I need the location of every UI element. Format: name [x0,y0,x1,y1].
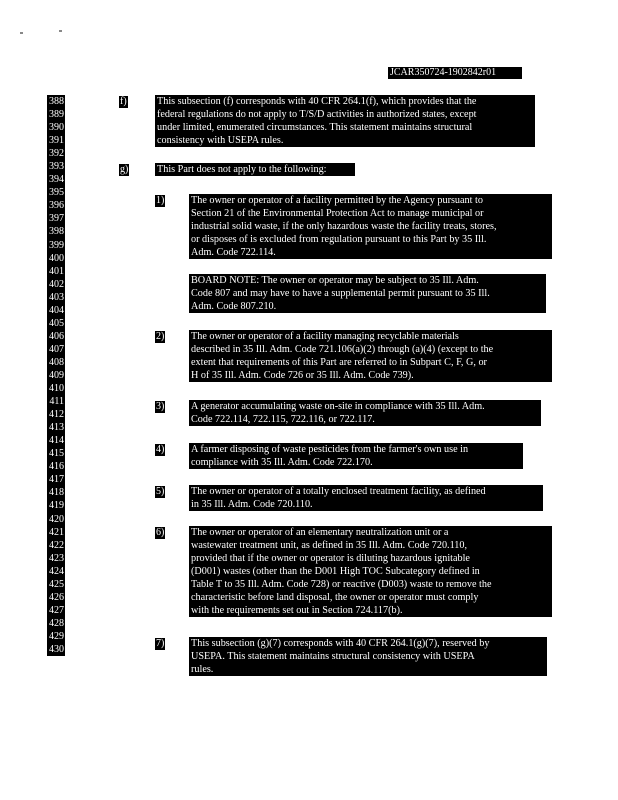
line-number: 408 [49,356,64,368]
line-number: 390 [49,122,64,134]
document-id: JCAR350724-1902842r01 [388,67,522,79]
text-line: or disposes of is excluded from regulation pursuant to this Part by 35 Ill. [191,234,487,245]
label-g6: 6) [156,527,165,538]
text-line: This Part does not apply to the following: [157,164,327,175]
line-number: 389 [49,109,64,121]
paragraph-g7 [189,637,547,676]
label-g3: 3) [156,401,165,412]
scan-speck [59,30,62,32]
text-line: characteristic before land disposal, the owner or operator must comply [191,592,479,603]
line-number: 420 [49,513,64,525]
line-number: 411 [49,396,64,408]
line-number: 426 [49,591,64,603]
text-line: H of 35 Ill. Adm. Code 726 or 35 Ill. Adm. Code 739). [191,370,414,381]
text-line: This subsection (f) corresponds with 40 CFR 264.1(f), which provides that the [157,96,477,107]
text-line: in 35 Ill. Adm. Code 720.110. [191,499,313,510]
label-g: g) [120,164,129,175]
text-line: Adm. Code 807.210. [191,301,277,312]
text-line: Adm. Code 722.114. [191,247,276,258]
text-line: wastewater treatment unit, as defined in 35 Ill. Adm. Code 720.110, [191,540,468,551]
line-number: 406 [49,330,64,342]
line-number: 400 [49,252,64,264]
line-number: 405 [49,317,64,329]
line-number: 388 [49,96,64,107]
line-number: 392 [49,148,64,160]
text-line: consistency with USEPA rules. [157,135,284,146]
paragraph-g5 [189,485,543,511]
line-number: 412 [49,409,64,421]
line-number: 424 [49,565,64,577]
scan-speck [20,32,23,34]
paragraph-g1 [189,194,552,259]
label-g2: 2) [156,331,165,342]
label-g5: 5) [156,486,165,497]
line-number: 417 [49,474,64,486]
line-number: 427 [49,604,64,616]
paragraph-g2 [189,330,552,382]
line-number: 410 [49,383,64,395]
text-line: Code 722.114, 722.115, 722.116, or 722.117. [191,414,375,425]
label-g4: 4) [156,444,165,455]
paragraph-g3 [189,400,541,426]
text-line: Section 21 of the Environmental Protection Act to manage municipal or [191,208,484,219]
line-number: 395 [49,187,64,199]
paragraph-g4 [189,443,523,469]
line-number: 398 [49,226,64,238]
line-number: 421 [49,526,64,538]
label-g7: 7) [156,638,165,649]
text-line: A farmer disposing of waste pesticides from the farmer's own use in [191,444,469,455]
line-number: 401 [49,265,64,277]
text-line: The owner or operator of a facility permitted by the Agency pursuant to [191,195,483,206]
text-line: provided that if the owner or operator is diluting hazardous ignitable [191,553,470,564]
text-line: USEPA. This statement maintains structural consistency with USEPA [191,651,475,662]
line-number: 409 [49,369,64,381]
text-line: Code 807 and may have to have a supplemental permit pursuant to 35 Ill. [191,288,490,299]
line-number: 419 [49,500,64,512]
line-number: 416 [49,461,64,473]
line-number: 391 [49,135,64,147]
text-line: (D001) wastes (other than the D001 High TOC Subcategory defined in [191,566,480,577]
paragraph-f [155,95,535,147]
text-line: described in 35 Ill. Adm. Code 721.106(a)(2) through (a)(4) (except to the [191,344,494,355]
line-number: 414 [49,435,64,447]
line-number: 397 [49,213,64,225]
line-number: 413 [49,422,64,434]
text-line: A generator accumulating waste on-site in compliance with 35 Ill. Adm. [191,401,485,412]
paragraph-g [155,163,355,176]
text-line: federal regulations do not apply to T/S/D activities in authorized states, except [157,109,477,120]
label-g1: 1) [156,195,165,206]
text-line: The owner or operator of an elementary neutralization unit or a [191,527,449,538]
line-number: 418 [49,487,64,499]
text-line: The owner or operator of a facility managing recyclable materials [191,331,459,342]
line-number: 415 [49,448,64,460]
text-line: The owner or operator of a totally enclosed treatment facility, as defined [191,486,486,497]
text-line: Table T to 35 Ill. Adm. Code 728) or reactive (D003) waste to remove the [191,579,492,590]
line-numbers [47,95,65,656]
line-number: 428 [49,617,64,629]
line-number: 430 [49,643,64,655]
line-number: 425 [49,578,64,590]
line-number: 399 [49,239,64,251]
line-number: 423 [49,552,64,564]
line-number: 394 [49,174,64,186]
line-number: 404 [49,304,64,316]
line-number: 402 [49,278,64,290]
text-line: with the requirements set out in Section 724.117(b). [191,605,403,616]
line-number: 422 [49,539,64,551]
text-line: This subsection (g)(7) corresponds with 40 CFR 264.1(g)(7), reserved by [191,638,490,649]
line-number: 393 [49,161,64,173]
text-line: BOARD NOTE: The owner or operator may be subject to 35 Ill. Adm. [191,275,479,286]
text-line: compliance with 35 Ill. Adm. Code 722.170. [191,457,373,468]
text-line: rules. [191,664,214,675]
text-line: extent that requirements of this Part are referred to in Subpart C, F, G, or [191,357,487,368]
text-line: industrial solid waste, if the only hazardous waste the facility treats, stores, [191,221,497,232]
line-number: 396 [49,200,64,212]
paragraph-g6 [189,526,552,617]
label-f: f) [120,96,127,107]
line-number: 407 [49,343,64,355]
board-note [189,274,546,313]
line-number: 429 [49,630,64,642]
line-number: 403 [49,291,64,303]
text-line: under limited, enumerated circumstances. This statement maintains structural [157,122,473,133]
